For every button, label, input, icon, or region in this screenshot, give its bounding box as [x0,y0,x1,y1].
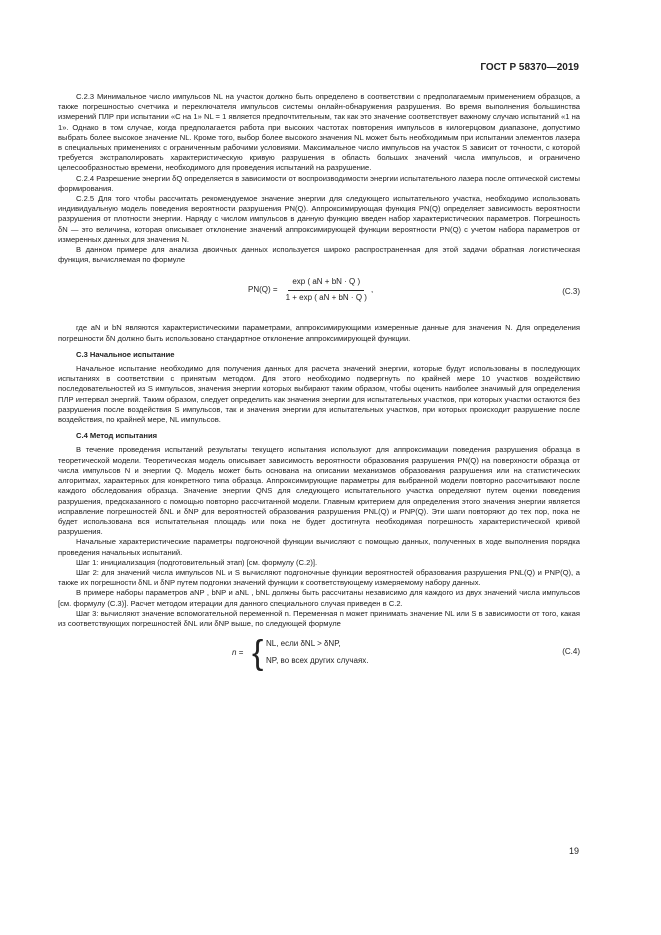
formula-c3-number: (С.3) [562,287,580,297]
standard-code: ГОСТ Р 58370—2019 [480,62,579,73]
paragraph-step2: Шаг 2: для значений числа импульсов NL и S вычисляют подгоночные функции вероятностей образования разрушения PNL(Q) и PNP(Q), а также их погрешности δNL и δNP путем подгонки значений функции к соответствующему измеряемому набору данных. [58,567,580,588]
formula-c4-brace: { [252,634,264,673]
paragraph-c2-5: С.2.5 Для того чтобы рассчитать рекомендуемое значение энергии для следующего испытательного участка, необходимо использовать индивидуальную модель поведения вероятности разрушения PN(Q). Аппроксимирующая функция PN(Q) определяет зависимость вероятности разрушения от плотности энергии. Наряду с числом импульсов в данную функцию введен набор характеристических параметров. Погрешность δN — это величина, которая описывает отклонение значений аппроксимирующей функции вероятности PN(Q) с учетом набора параметров от измеренных данных для значения N. [58,194,580,244]
paragraph-example2: В примере наборы параметров aNP , bNP и aNL , bNL должны быть рассчитаны независимо для каждого из двух значений числа импульсов [см. формулу (С.3)]. Расчет методом итерации для данного специального случая приведен в С.2. [58,588,580,608]
formula-c4-row2: NP, во всех других случаях. [266,656,369,666]
paragraph-c4: В течение проведения испытаний результаты текущего испытания используют для аппроксимации поведения разрушения образца в теоретической модели. Теоретическая модель описывает зависимость вероятности образования разрушения PN(Q) на поверхности образца от числа импульсов N и энергии Q. Модель может быть основана на описании механизмов образования разрушения или на статистических алгоритмах, характерных для конкретного типа образца. Аппроксимирующие параметры для выбранной модели повторно рассчитывают после каждого обследования образца. Значение энергии QNS для следующего испытательного участка определяют путем оценки поведения разрушения, предсказанного с помощью повторно рассчитанной модели. Главным критерием для определения этого значения энергии является исправление погрешностей δNL и δNP для вероятностей образования разрушения PNL(Q) и PNP(Q). Эти шаги повторяют до тех пор, пока не будет использована вся испытательная площадь или пока не будет достигнута необходимая погрешность характеристической кривой разрушения. [58,445,580,537]
formula-c4 [58,635,580,675]
formula-c4-lhs: n = [232,648,244,658]
formula-c3 [58,273,580,317]
page-number: 19 [568,846,579,856]
formula-c4-number: (С.4) [562,647,580,657]
paragraph-example: В данном примере для анализа двоичных данных используется широко распространенная для этой задачи обратная логистическая функция, вычисляемая по формуле [58,245,580,265]
section-c3-title: С.3 Начальное испытание [76,349,175,359]
document-body [58,92,580,679]
paragraph-c3: Начальное испытание необходимо для получения данных для расчета значений энергии, которые будут использованы в последующих испытаниях в соответствии с принятым методом. Для этого необходимо подвергнуть по крайней мере 10 участков воздействию последовательностей из S импульсов, значения энергии которых выбирают таким образом, чтобы оценить наиболее значимый для определения ПЛР интервал энергий. Таким образом, следует определить как значения энергии для испытательных участков, при которых участки остаются без разрушения после воздействия S импульсов, так и значения энергии для испытательных участков, при которых происходит разрушение после воздействия, по крайней мере, NL импульсов. [58,364,580,425]
paragraph-initial: Начальные характеристические параметры подгоночной функции вычисляют с помощью данных, полученных в ходе выполнения порядка проведения начальных испытаний. [58,537,580,557]
formula-c3-fraction [282,277,374,302]
formula-c3-lhs: PN(Q) = [248,285,278,295]
formula-c4-row1: NL, если δNL > δNP, [266,639,341,649]
paragraph-step3: Шаг 3: вычисляют значение вспомогательной переменной n. Переменная n может принимать значение NL или S в зависимости от того, какая из соответствующих погрешностей δNL или δNP выше, по следующей формуле [58,608,580,628]
paragraph-step1: Шаг 1: инициализация (подготовительный этап) [см. формулу (С.2)]. [76,557,318,567]
paragraph-where: где aN и bN являются характеристическими параметрами, аппроксимирующими измеренные данные для значения N. Для определения погрешности δN должно быть использовано стандартное отклонение аппроксимирующей функции. [58,323,580,343]
formula-c3-numerator: exp ( aN + bN · Q ) [288,277,364,290]
section-c4-title: С.4 Метод испытания [76,431,158,441]
formula-c3-denominator: 1 + exp ( aN + bN · Q ) [285,292,367,302]
formula-c3-tail: , [370,285,374,295]
paragraph-c2-4: С.2.4 Разрешение энергии δQ определяется в зависимости от воспроизводимости энергии испытательного лазера после оптической системы формирования. [58,173,580,193]
paragraph-c2-3: С.2.3 Минимальное число импульсов NL на участок должно быть определено в соответствии с предполагаемым применением образцов, а также погрешностью счетчика и переключателя импульсов системы онлайн-обнаружения разрушения. Во время выполнения большинства измерений ПЛР при испытании «С на 1» NL = 1 является предпочтительным, так как это значение соответствует важному случаю испытаний «1 на 1». Однако в том случае, когда предполагается работа при высоких частотах повторения импульсов в килогерцовом диапазоне, допустимо выбрать более высокое значение NL. Кроме того, выбор более высокого значения NL может быть необходимым при испытании элементов лазера в специальных применениях с ограниченным рабочими условиями. Максимальное число импульсов на участок S зависит от точности, с которой требуется экстраполировать характеристическую кривую разрушения в область больших значений числа импульсов, и ограничено целесообразностью времени, необходимого для проведения испытаний на разрушение. [58,92,580,173]
